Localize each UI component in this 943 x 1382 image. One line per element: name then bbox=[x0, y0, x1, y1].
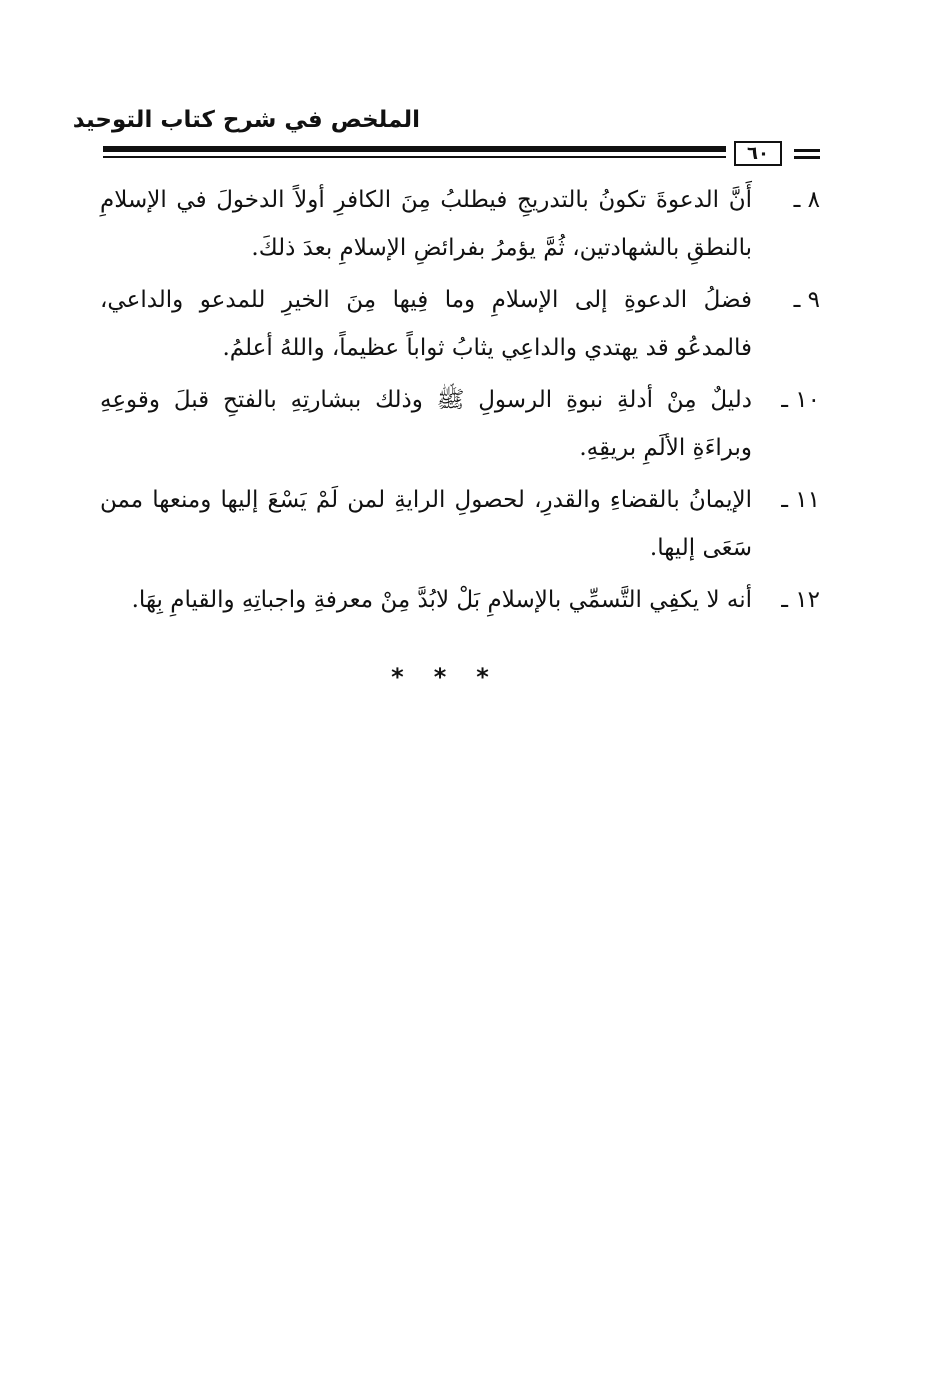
list-item-number: ٨ ـ bbox=[793, 187, 820, 213]
list-item-text: أنه لا يكفِي التَّسمِّي بالإسلامِ بَلْ لابُدَّ مِنْ معرفةِ واجباتِهِ والقيامِ بِهَا. bbox=[131, 587, 752, 613]
header-ornament-bar-bottom bbox=[794, 156, 820, 159]
section-end-ornament: *** bbox=[391, 663, 519, 691]
list-item bbox=[100, 476, 820, 572]
header-rule-thin bbox=[103, 156, 726, 158]
header-ornament-bar-top bbox=[794, 149, 820, 152]
list-item-number: ٩ ـ bbox=[793, 287, 820, 313]
list-item bbox=[100, 576, 820, 624]
numbered-lessons-list bbox=[100, 176, 820, 628]
list-item-number: ١٢ ـ bbox=[781, 587, 820, 613]
list-item-number: ١٠ ـ bbox=[781, 387, 820, 413]
list-item bbox=[100, 276, 820, 372]
list-item bbox=[100, 376, 820, 472]
list-item-text: دليلٌ مِنْ أدلةِ نبوةِ الرسولِ ﷺ وذلك ببشارتِهِ بالفتحِ قبلَ وقوعِهِ وبراءَةِ الألَمِ بريقِهِ. bbox=[100, 387, 752, 461]
list-item-text: فضلُ الدعوةِ إلى الإسلامِ وما فِيها مِنَ الخيرِ للمدعو والداعي، فالمدعُو قد يهتدي والداعِي يثابُ ثواباً عظيماً، واللهُ أعلمُ. bbox=[100, 287, 752, 361]
list-item-text: الإيمانُ بالقضاءِ والقدرِ، لحصولِ الرايةِ لمن لَمْ يَسْعَ إليها ومنعها ممن سَعَى إليها. bbox=[100, 487, 752, 561]
running-header-title: الملخص في شرح كتاب التوحيد bbox=[72, 107, 420, 133]
list-item-text: أَنَّ الدعوةَ تكونُ بالتدريجِ فيطلبُ مِنَ الكافرِ أولاً الدخولَ في الإسلامِ بالنطقِ بالشهادتين، ثُمَّ يؤمرُ بفرائضِ الإسلامِ بعدَ ذلكَ. bbox=[100, 187, 752, 261]
list-item-number: ١١ ـ bbox=[781, 487, 820, 513]
header-rule-thick bbox=[103, 146, 726, 152]
list-item bbox=[100, 176, 820, 272]
page-number: ٦٠ bbox=[734, 141, 782, 166]
